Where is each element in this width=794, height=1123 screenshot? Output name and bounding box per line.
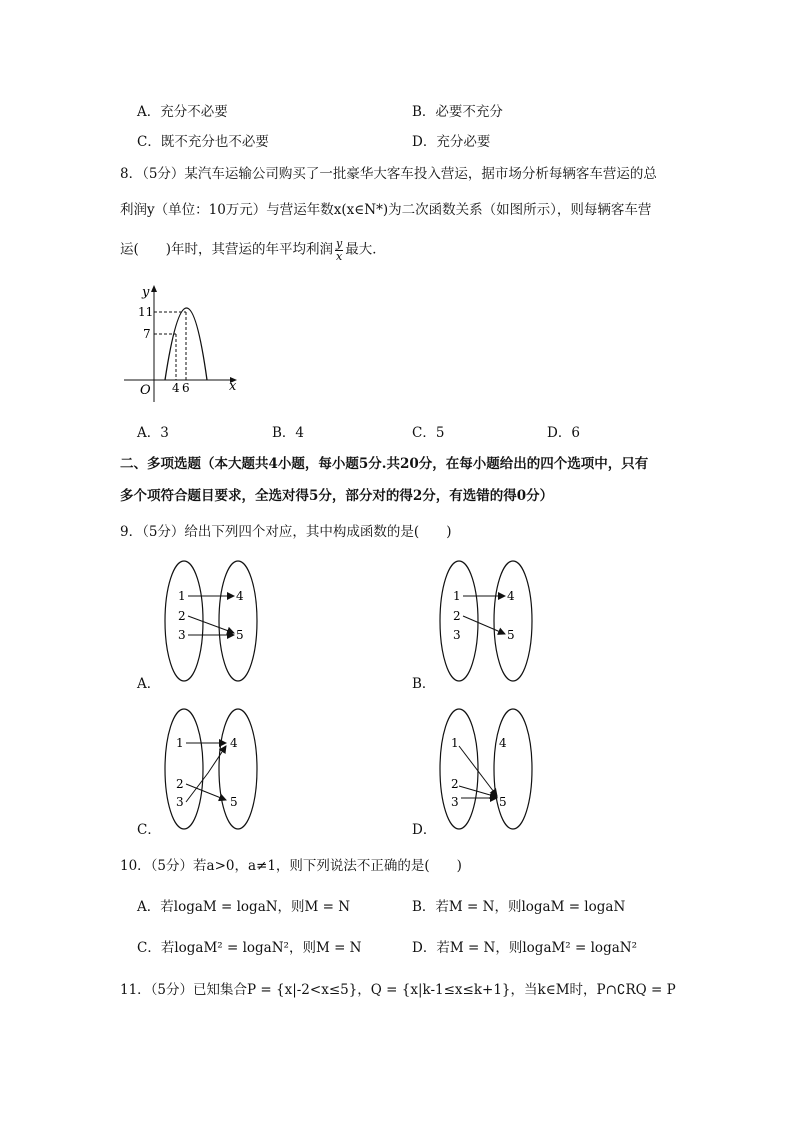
q7-option-a: A．充分不必要	[137, 104, 228, 120]
mapping-diagram-b	[437, 558, 547, 688]
mapping-diagram-a	[162, 558, 272, 688]
right-set-5: 5	[507, 628, 515, 642]
left-set-1: 1	[451, 736, 459, 750]
y-axis-label: y	[142, 285, 150, 300]
left-set-3: 3	[178, 628, 186, 642]
q8-stem-line2: 利润y（单位：10万元）与营运年数x(x∈N*)为二次函数关系（如图所示），则每辆客车营	[120, 202, 652, 218]
q8-option-c: C．5	[412, 425, 445, 441]
q7-option-b: B．必要不充分	[412, 104, 503, 120]
right-set-5: 5	[230, 795, 238, 809]
x-tick-4: 4	[172, 381, 180, 395]
left-set-1: 1	[176, 736, 184, 750]
q11-stem: 11．（5分）已知集合P = {x|-2<x≤5}，Q = {x|k-1≤x≤k+1}，当k∈M时，P∩∁RQ = P	[120, 982, 676, 998]
mapping-diagram-d	[437, 706, 547, 836]
q8-stem-line3-part1: 运( )年时，其营运的年平均利润	[120, 241, 334, 258]
right-set-4: 4	[230, 736, 238, 750]
left-set-2: 2	[453, 609, 461, 623]
left-set-1: 1	[453, 589, 461, 603]
q9-option-c-label: C．	[137, 822, 161, 838]
section2-heading-line2: 多个项符合题目要求，全选对得5分，部分对的得2分，有选错的得0分）	[120, 488, 554, 504]
y-over-x-fraction	[335, 238, 343, 262]
q8-stem-line3-part2: 最大．	[345, 241, 386, 258]
q7-option-d: D．充分必要	[412, 134, 491, 150]
right-set-4: 4	[236, 589, 244, 603]
mapping-diagram-c	[162, 706, 272, 836]
q10-option-c: C．若logaM² = logaN²，则M = N	[137, 940, 362, 956]
q8-stem-line1: 8．（5分）某汽车运输公司购买了一批豪华大客车投入营运，据市场分析每辆客车营运的总	[120, 166, 657, 182]
q7-option-c: C．既不充分也不必要	[137, 134, 269, 150]
x-axis-label: x	[229, 379, 237, 394]
q8-stem-line3	[120, 238, 386, 262]
right-set-5: 5	[236, 628, 244, 642]
q10-stem: 10．（5分）若a>0，a≠1，则下列说法不正确的是( )	[120, 858, 462, 874]
left-set-3: 3	[451, 795, 459, 809]
q10-option-a: A．若logaM = logaN，则M = N	[137, 899, 351, 915]
x-tick-6: 6	[182, 381, 190, 395]
right-set-4: 4	[499, 736, 507, 750]
section2-heading-line1: 二、多项选题（本大题共4小题，每小题5分.共20分，在每小题给出的四个选项中，只有	[120, 456, 649, 472]
q9-option-b-label: B．	[412, 676, 436, 692]
left-set-2: 2	[451, 777, 459, 791]
left-set-3: 3	[176, 795, 184, 809]
q8-parabola-graph	[118, 282, 248, 408]
left-set-3: 3	[453, 628, 461, 642]
q10-option-d: D．若M = N，则logaM² = logaN²	[412, 940, 637, 956]
left-set-2: 2	[176, 777, 184, 791]
right-set-4: 4	[507, 589, 515, 603]
left-set-2: 2	[178, 609, 186, 623]
right-set-5: 5	[499, 795, 507, 809]
q9-option-d-label: D．	[412, 822, 437, 838]
fraction-numerator: y	[336, 237, 343, 250]
fraction-denominator: x	[336, 249, 343, 263]
q8-option-b: B．4	[272, 425, 305, 441]
q10-option-b: B．若M = N，则logaM = logaN	[412, 899, 626, 915]
y-tick-7: 7	[143, 327, 151, 341]
q9-stem: 9．（5分）给出下列四个对应，其中构成函数的是( )	[120, 524, 452, 540]
q8-option-d: D．6	[547, 425, 580, 441]
q8-option-a: A．3	[137, 425, 169, 441]
origin-label: O	[140, 383, 151, 398]
q9-option-a-label: A．	[137, 676, 161, 692]
y-tick-11: 11	[138, 305, 154, 319]
left-set-1: 1	[178, 589, 186, 603]
